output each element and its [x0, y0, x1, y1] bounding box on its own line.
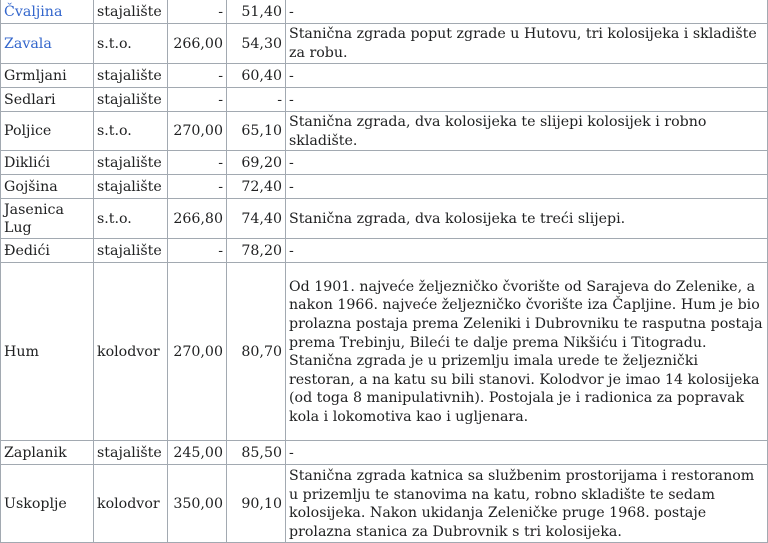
table-row: [1, 175, 768, 199]
note-cell: -: [286, 175, 768, 199]
kilometer-cell: 85,50: [227, 441, 286, 465]
table-row: [1, 465, 768, 543]
elevation-cell: -: [168, 239, 227, 263]
station-name-cell: Poljice: [1, 112, 94, 151]
station-name-cell: Diklići: [1, 151, 94, 175]
station-name-cell: [1, 24, 94, 64]
kilometer-cell: 69,20: [227, 151, 286, 175]
station-type-cell: stajalište: [94, 88, 168, 112]
table-row: [1, 0, 768, 24]
note-cell: Stanična zgrada, dva kolosijeka te slijepi kolosijek i robno skladište.: [286, 112, 768, 151]
elevation-cell: 270,00: [168, 112, 227, 151]
note-cell: -: [286, 88, 768, 112]
kilometer-cell: 65,10: [227, 112, 286, 151]
note-cell: Od 1901. najveće željezničko čvorište od Sarajeva do Zelenike, a nakon 1966. najveće željezničko čvorište iza Čapljine. Hum je bio prolazna postaja prema Zeleniki i Dubrovniku te rasputna postaja prema Trebinju, Bileći te dalje prema Nikšiću i Titogradu. Stanična zgrada je u prizemlju imala urede te željeznički restoran, a na katu su bili stanovi. Kolodvor je imao 14 kolosijeka (od toga 8 manipulativnih). Postojala je i radionica za popravak kola i lokomotiva kao i ugljenara.: [286, 263, 768, 441]
station-type-cell: s.t.o.: [94, 199, 168, 239]
elevation-cell: -: [168, 0, 227, 24]
elevation-cell: 266,00: [168, 24, 227, 64]
table-row: [1, 88, 768, 112]
station-name-cell: Gojšina: [1, 175, 94, 199]
note-cell: -: [286, 239, 768, 263]
table-row: [1, 199, 768, 239]
kilometer-cell: 60,40: [227, 64, 286, 88]
station-link[interactable]: Zavala: [4, 35, 52, 52]
kilometer-cell: 78,20: [227, 239, 286, 263]
kilometer-cell: 54,30: [227, 24, 286, 64]
station-type-cell: stajalište: [94, 64, 168, 88]
elevation-cell: 350,00: [168, 465, 227, 543]
table-row: [1, 112, 768, 151]
station-name-cell: Sedlari: [1, 88, 94, 112]
station-type-cell: stajalište: [94, 0, 168, 24]
station-type-cell: stajalište: [94, 239, 168, 263]
table-row: [1, 151, 768, 175]
kilometer-cell: 80,70: [227, 263, 286, 441]
station-name-cell: Uskoplje: [1, 465, 94, 543]
table-row: [1, 64, 768, 88]
station-type-cell: s.t.o.: [94, 24, 168, 64]
station-name-cell: Hum: [1, 263, 94, 441]
station-name-cell: Đedići: [1, 239, 94, 263]
elevation-cell: -: [168, 151, 227, 175]
note-cell: -: [286, 64, 768, 88]
elevation-cell: -: [168, 64, 227, 88]
station-type-cell: stajalište: [94, 441, 168, 465]
kilometer-cell: 51,40: [227, 0, 286, 24]
elevation-cell: 245,00: [168, 441, 227, 465]
station-type-cell: kolodvor: [94, 263, 168, 441]
table-row: [1, 441, 768, 465]
elevation-cell: -: [168, 175, 227, 199]
table-row: [1, 239, 768, 263]
station-name-cell: Grmljani: [1, 64, 94, 88]
elevation-cell: -: [168, 88, 227, 112]
station-name-cell: Jasenica Lug: [1, 199, 94, 239]
note-cell: -: [286, 151, 768, 175]
station-name-cell: [1, 0, 94, 24]
station-name-cell: Zaplanik: [1, 441, 94, 465]
station-type-cell: kolodvor: [94, 465, 168, 543]
kilometer-cell: 74,40: [227, 199, 286, 239]
note-cell: -: [286, 441, 768, 465]
station-type-cell: stajalište: [94, 151, 168, 175]
table-row: [1, 24, 768, 64]
elevation-cell: 266,80: [168, 199, 227, 239]
station-type-cell: s.t.o.: [94, 112, 168, 151]
note-cell: -: [286, 0, 768, 24]
elevation-cell: 270,00: [168, 263, 227, 441]
kilometer-cell: 90,10: [227, 465, 286, 543]
station-link[interactable]: Čvaljina: [4, 3, 63, 20]
kilometer-cell: -: [227, 88, 286, 112]
note-cell: Stanična zgrada poput zgrade u Hutovu, tri kolosijeka i skladište za robu.: [286, 24, 768, 64]
table-row: [1, 263, 768, 441]
station-type-cell: stajalište: [94, 175, 168, 199]
note-cell: Stanična zgrada katnica sa službenim prostorijama i restoranom u prizemlju te stanovima na katu, robno skladište te sedam kolosijeka. Nakon ukidanja Zeleničke pruge 1968. postaje prolazna stanica za Dubrovnik s tri kolosijeka.: [286, 465, 768, 543]
note-cell: Stanična zgrada, dva kolosijeka te treći slijepi.: [286, 199, 768, 239]
kilometer-cell: 72,40: [227, 175, 286, 199]
